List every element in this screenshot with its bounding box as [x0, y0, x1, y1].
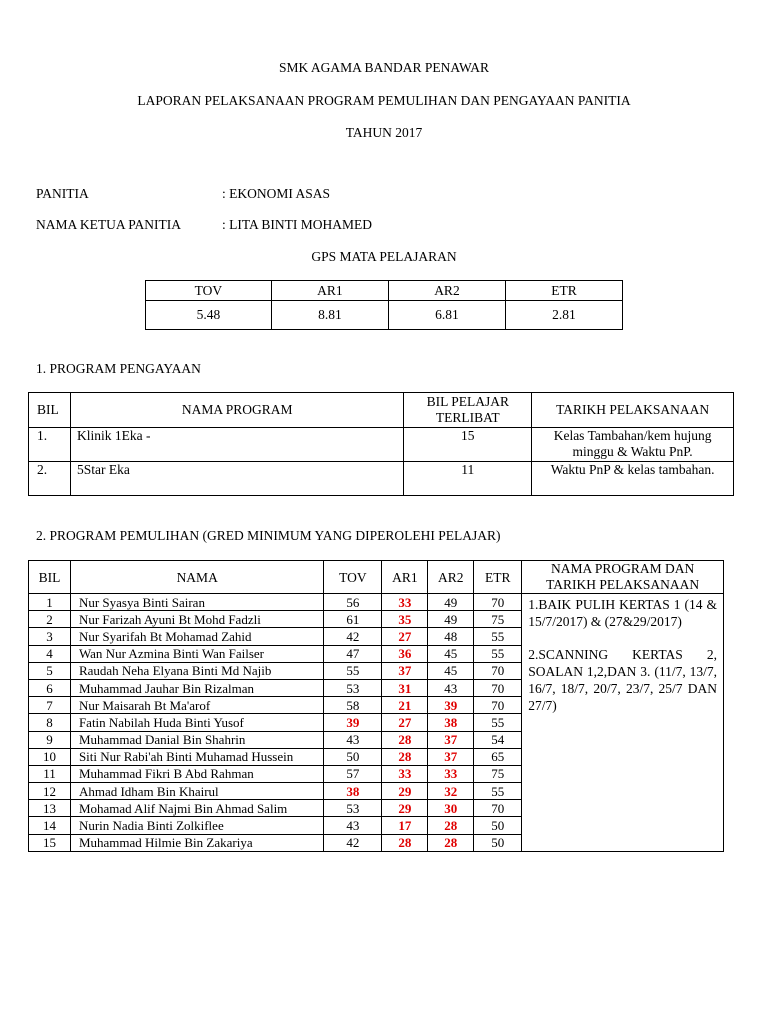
pemulihan-nama: Ahmad Idham Bin Khairul	[70, 783, 324, 800]
pemulihan-nama: Nur Farizah Ayuni Bt Mohd Fadzli	[70, 611, 324, 628]
pemulihan-tov: 38	[324, 783, 382, 800]
pemulihan-etr: 70	[474, 800, 522, 817]
pemulihan-tov: 55	[324, 662, 382, 679]
pemulihan-bil: 5	[29, 662, 71, 679]
pemulihan-tov: 58	[324, 697, 382, 714]
pemulihan-bil: 4	[29, 645, 71, 662]
pemulihan-ar1: 33	[382, 765, 428, 782]
pemulihan-ar2: 39	[428, 697, 474, 714]
pemulihan-etr: 70	[474, 679, 522, 696]
pemulihan-ar1: 31	[382, 679, 428, 696]
pemulihan-header-nama: NAMA	[70, 561, 324, 594]
pemulihan-bil: 6	[29, 679, 71, 696]
pemulihan-header-row	[29, 561, 724, 594]
pengayaan-table	[28, 392, 734, 496]
pengayaan-row	[29, 462, 734, 496]
pemulihan-etr: 65	[474, 748, 522, 765]
pemulihan-tov: 47	[324, 645, 382, 662]
pemulihan-etr: 55	[474, 714, 522, 731]
pemulihan-nama: Wan Nur Azmina Binti Wan Failser	[70, 645, 324, 662]
pemulihan-ar1: 28	[382, 834, 428, 851]
pemulihan-ar1: 35	[382, 611, 428, 628]
pemulihan-ar2: 28	[428, 817, 474, 834]
pemulihan-ar2: 38	[428, 714, 474, 731]
pemulihan-tov: 56	[324, 594, 382, 611]
pengayaan-header-tarikh: TARIKH PELAKSANAAN	[532, 393, 734, 428]
pemulihan-etr: 75	[474, 611, 522, 628]
pemulihan-header-tov: TOV	[324, 561, 382, 594]
pengayaan-program: 5Star Eka	[70, 462, 403, 496]
pemulihan-nama: Raudah Neha Elyana Binti Md Najib	[70, 662, 324, 679]
pemulihan-header-bil: BIL	[29, 561, 71, 594]
pemulihan-etr: 54	[474, 731, 522, 748]
pemulihan-etr: 55	[474, 628, 522, 645]
pemulihan-ar2: 32	[428, 783, 474, 800]
pemulihan-ar2: 49	[428, 611, 474, 628]
gps-header-tov: TOV	[146, 281, 272, 301]
pemulihan-ar2: 45	[428, 645, 474, 662]
pemulihan-tov: 42	[324, 834, 382, 851]
panitia-label: PANITIA	[36, 186, 89, 201]
pemulihan-tov: 53	[324, 800, 382, 817]
pengayaan-count: 15	[404, 428, 532, 462]
gps-value-row	[146, 301, 623, 330]
pemulihan-ar2: 37	[428, 748, 474, 765]
pemulihan-etr: 50	[474, 817, 522, 834]
pemulihan-ar1: 21	[382, 697, 428, 714]
pemulihan-bil: 10	[29, 748, 71, 765]
gps-value-etr: 2.81	[505, 301, 622, 330]
pengayaan-bil: 2.	[29, 462, 71, 496]
pengayaan-program: Klinik 1Eka -	[70, 428, 403, 462]
pemulihan-etr: 70	[474, 697, 522, 714]
ketua-label: NAMA KETUA PANITIA	[36, 217, 182, 232]
pemulihan-tov: 39	[324, 714, 382, 731]
pemulihan-nama: Siti Nur Rabi'ah Binti Muhamad Hussein	[70, 748, 324, 765]
pemulihan-tov: 43	[324, 817, 382, 834]
pemulihan-program-2: 2.SCANNING KERTAS 2, SOALAN 1,2,DAN 3. (11/7, 13/7, 16/7, 18/7, 20/7, 23/7, 25/7 DAN 27/7)	[528, 647, 717, 713]
pemulihan-bil: 7	[29, 697, 71, 714]
pemulihan-nama: Muhammad Hilmie Bin Zakariya	[70, 834, 324, 851]
pemulihan-header-ar1: AR1	[382, 561, 428, 594]
pemulihan-ar1: 29	[382, 800, 428, 817]
pemulihan-bil: 9	[29, 731, 71, 748]
pemulihan-ar2: 28	[428, 834, 474, 851]
pemulihan-bil: 2	[29, 611, 71, 628]
school-name: SMK AGAMA BANDAR PENAWAR	[278, 60, 490, 75]
pemulihan-bil: 1	[29, 594, 71, 611]
gps-header-row	[146, 281, 623, 301]
pemulihan-bil: 15	[29, 834, 71, 851]
pemulihan-ar2: 43	[428, 679, 474, 696]
pemulihan-title: 2. PROGRAM PEMULIHAN (GRED MINIMUM YANG DIPEROLEHI PELAJAR)	[36, 528, 501, 543]
gps-header-ar2: AR2	[388, 281, 505, 301]
pemulihan-tov: 61	[324, 611, 382, 628]
pengayaan-header-program: NAMA PROGRAM	[70, 393, 403, 428]
pemulihan-tov: 50	[324, 748, 382, 765]
pengayaan-tarikh: Waktu PnP & kelas tambahan.	[532, 462, 734, 496]
pemulihan-etr: 70	[474, 662, 522, 679]
report-title: LAPORAN PELAKSANAAN PROGRAM PEMULIHAN DAN PENGAYAAN PANITIA	[137, 93, 631, 108]
pemulihan-bil: 11	[29, 765, 71, 782]
pemulihan-nama: Nur Syasya Binti Sairan	[70, 594, 324, 611]
gps-value-tov: 5.48	[146, 301, 272, 330]
pemulihan-header-ar2: AR2	[428, 561, 474, 594]
pemulihan-tov: 57	[324, 765, 382, 782]
pemulihan-tov: 53	[324, 679, 382, 696]
pengayaan-header-bil: BIL	[29, 393, 71, 428]
pemulihan-ar2: 30	[428, 800, 474, 817]
pemulihan-etr: 55	[474, 783, 522, 800]
pengayaan-tarikh: Kelas Tambahan/kem hujung minggu & Waktu PnP.	[532, 428, 734, 462]
report-year: TAHUN 2017	[345, 125, 423, 140]
pemulihan-nama: Muhammad Jauhar Bin Rizalman	[70, 679, 324, 696]
pengayaan-header-count: BIL PELAJAR TERLIBAT	[404, 393, 532, 428]
pengayaan-count: 11	[404, 462, 532, 496]
pemulihan-etr: 75	[474, 765, 522, 782]
pemulihan-table	[28, 560, 724, 852]
gps-table	[145, 280, 623, 330]
pemulihan-header-program: NAMA PROGRAM DAN TARIKH PELAKSANAAN	[522, 561, 724, 594]
pemulihan-ar1: 28	[382, 731, 428, 748]
pemulihan-ar2: 48	[428, 628, 474, 645]
pemulihan-bil: 12	[29, 783, 71, 800]
pemulihan-nama: Nurin Nadia Binti Zolkiflee	[70, 817, 324, 834]
pemulihan-ar1: 27	[382, 628, 428, 645]
pemulihan-bil: 14	[29, 817, 71, 834]
pemulihan-etr: 55	[474, 645, 522, 662]
pemulihan-row	[29, 594, 724, 611]
pemulihan-etr: 70	[474, 594, 522, 611]
pengayaan-header-row	[29, 393, 734, 428]
pemulihan-nama: Fatin Nabilah Huda Binti Yusof	[70, 714, 324, 731]
pemulihan-ar2: 45	[428, 662, 474, 679]
pemulihan-bil: 8	[29, 714, 71, 731]
pemulihan-bil: 13	[29, 800, 71, 817]
gps-value-ar1: 8.81	[271, 301, 388, 330]
pemulihan-ar1: 29	[382, 783, 428, 800]
pengayaan-row	[29, 428, 734, 462]
gps-title: GPS MATA PELAJARAN	[311, 249, 457, 264]
pemulihan-nama: Muhammad Danial Bin Shahrin	[70, 731, 324, 748]
pemulihan-nama: Muhammad Fikri B Abd Rahman	[70, 765, 324, 782]
pemulihan-tov: 43	[324, 731, 382, 748]
pemulihan-tov: 42	[324, 628, 382, 645]
pemulihan-header-etr: ETR	[474, 561, 522, 594]
pemulihan-ar1: 28	[382, 748, 428, 765]
gps-header-etr: ETR	[505, 281, 622, 301]
pemulihan-ar1: 37	[382, 662, 428, 679]
pemulihan-ar1: 27	[382, 714, 428, 731]
pemulihan-ar1: 17	[382, 817, 428, 834]
pemulihan-ar2: 33	[428, 765, 474, 782]
pemulihan-nama: Nur Maisarah Bt Ma'arof	[70, 697, 324, 714]
pemulihan-ar1: 36	[382, 645, 428, 662]
gps-value-ar2: 6.81	[388, 301, 505, 330]
pemulihan-ar1: 33	[382, 594, 428, 611]
gps-header-ar1: AR1	[271, 281, 388, 301]
pengayaan-bil: 1.	[29, 428, 71, 462]
pengayaan-title: 1. PROGRAM PENGAYAAN	[36, 361, 201, 376]
pemulihan-bil: 3	[29, 628, 71, 645]
pemulihan-program-1: 1.BAIK PULIH KERTAS 1 (14 & 15/7/2017) & (27&29/2017)	[528, 597, 717, 629]
pemulihan-ar2: 37	[428, 731, 474, 748]
pemulihan-nama: Nur Syarifah Bt Mohamad Zahid	[70, 628, 324, 645]
pemulihan-nama: Mohamad Alif Najmi Bin Ahmad Salim	[70, 800, 324, 817]
pemulihan-ar2: 49	[428, 594, 474, 611]
pemulihan-etr: 50	[474, 834, 522, 851]
panitia-value: : EKONOMI ASAS	[222, 186, 331, 201]
pemulihan-program-notes	[522, 594, 724, 852]
ketua-value: : LITA BINTI MOHAMED	[222, 217, 373, 232]
